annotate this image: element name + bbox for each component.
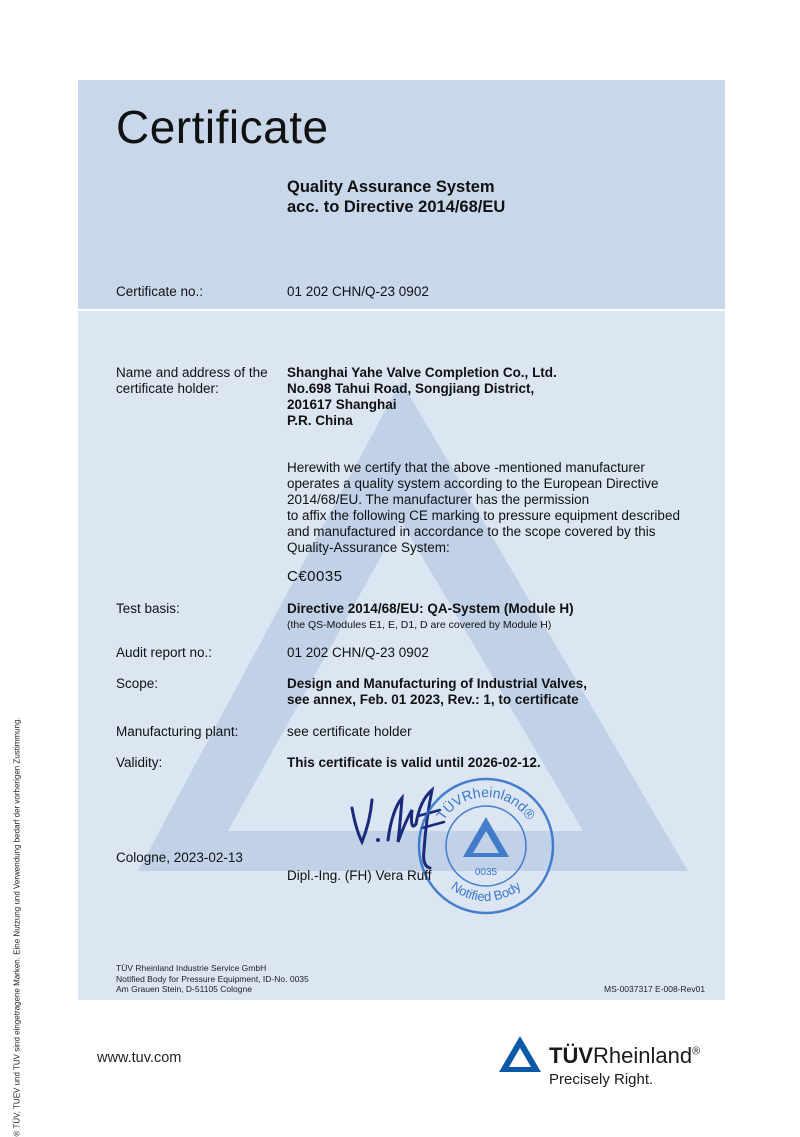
subtitle-line: Quality Assurance System (287, 178, 495, 196)
cert-no-value: 01 202 CHN/Q-23 0902 (287, 284, 429, 299)
scope-label: Scope: (116, 676, 159, 691)
seal-bottom-text: Notified Body (448, 878, 524, 905)
holder-country: P.R. China (287, 413, 353, 428)
test-basis-value: Directive 2014/68/EU: QA-System (Module H) (287, 601, 574, 616)
certification-statement: Herewith we certify that the above -mentioned manufacturer operates a quality system according to the European Directive 2014/68/EU. The manufacturer has the permission to affix the following CE marking to pressure equipment described and manufactured in accordance to the scope covered by this Quality-Assurance System: (287, 460, 680, 555)
notified-body-seal-icon (415, 775, 557, 917)
signer-name: Dipl.-Ing. (FH) Vera Ruff (287, 868, 432, 883)
trademark-side-note: ® TÜV, TUEV und TUV sind eingetragene Marken. Eine Nutzung und Verwendung bedarf der vorherigen Zustimmung. (12, 717, 22, 1137)
audit-value: 01 202 CHN/Q-23 0902 (287, 645, 429, 660)
document-reference: MS-0037317 E-008-Rev01 (604, 984, 706, 994)
brand-rest: Rheinland (593, 1043, 693, 1068)
brand-bold: TÜV (549, 1043, 593, 1068)
plant-value: see certificate holder (287, 724, 412, 739)
seal-number: 0035 (474, 867, 498, 878)
issuer-notified-body: Notified Body for Pressure Equipment, ID-No. 0035 (116, 973, 309, 984)
holder-label-line: Name and address of the (116, 365, 268, 380)
test-basis-note: (the QS-Modules E1, E, D1, D are covered by Module H) (287, 619, 552, 631)
holder-address (287, 365, 557, 429)
validity-label: Validity: (116, 755, 163, 770)
website-link[interactable]: www.tuv.com (97, 1050, 182, 1066)
holder-label-line: certificate holder: (116, 381, 219, 396)
scope-value-line: see annex, Feb. 01 2023, Rev.: 1, to certificate (287, 692, 579, 707)
test-basis (287, 601, 574, 633)
issuer-footer (116, 963, 309, 995)
audit-label: Audit report no.: (116, 645, 213, 660)
holder-name: Shanghai Yahe Valve Completion Co., Ltd. (287, 365, 557, 380)
svg-text:Notified Body (449, 878, 524, 904)
issuer-company: TÜV Rheinland Industrie Service GmbH (116, 963, 267, 973)
holder-label (116, 365, 268, 397)
brand-tagline: Precisely Right. (549, 1071, 654, 1088)
scope (287, 676, 587, 708)
test-basis-label: Test basis: (116, 601, 180, 616)
brand-registered-mark: ® (692, 1045, 701, 1058)
ce-marking: C€0035 (287, 568, 343, 585)
certificate-title: Certificate (116, 101, 329, 153)
subtitle-line: acc. to Directive 2014/68/EU (287, 198, 506, 216)
cert-no-label: Certificate no.: (116, 284, 204, 299)
holder-address-line: 201617 Shanghai (287, 397, 397, 412)
scope-value-line: Design and Manufacturing of Industrial Valves, (287, 676, 588, 691)
issuer-address: Am Grauen Stein, D-51105 Cologne (116, 984, 252, 994)
plant-label: Manufacturing plant: (116, 724, 239, 739)
tuv-brand-wordmark (549, 1043, 700, 1069)
tuv-logo-triangle-icon (497, 1034, 543, 1074)
validity-value: This certificate is valid until 2026-02-12. (287, 755, 541, 770)
holder-address-line: No.698 Tahui Road, Songjiang District, (287, 381, 535, 396)
seal-top-text: TÜVRheinland® (433, 783, 539, 823)
certificate-subtitle (287, 177, 505, 217)
place-date: Cologne, 2023-02-13 (116, 850, 243, 865)
